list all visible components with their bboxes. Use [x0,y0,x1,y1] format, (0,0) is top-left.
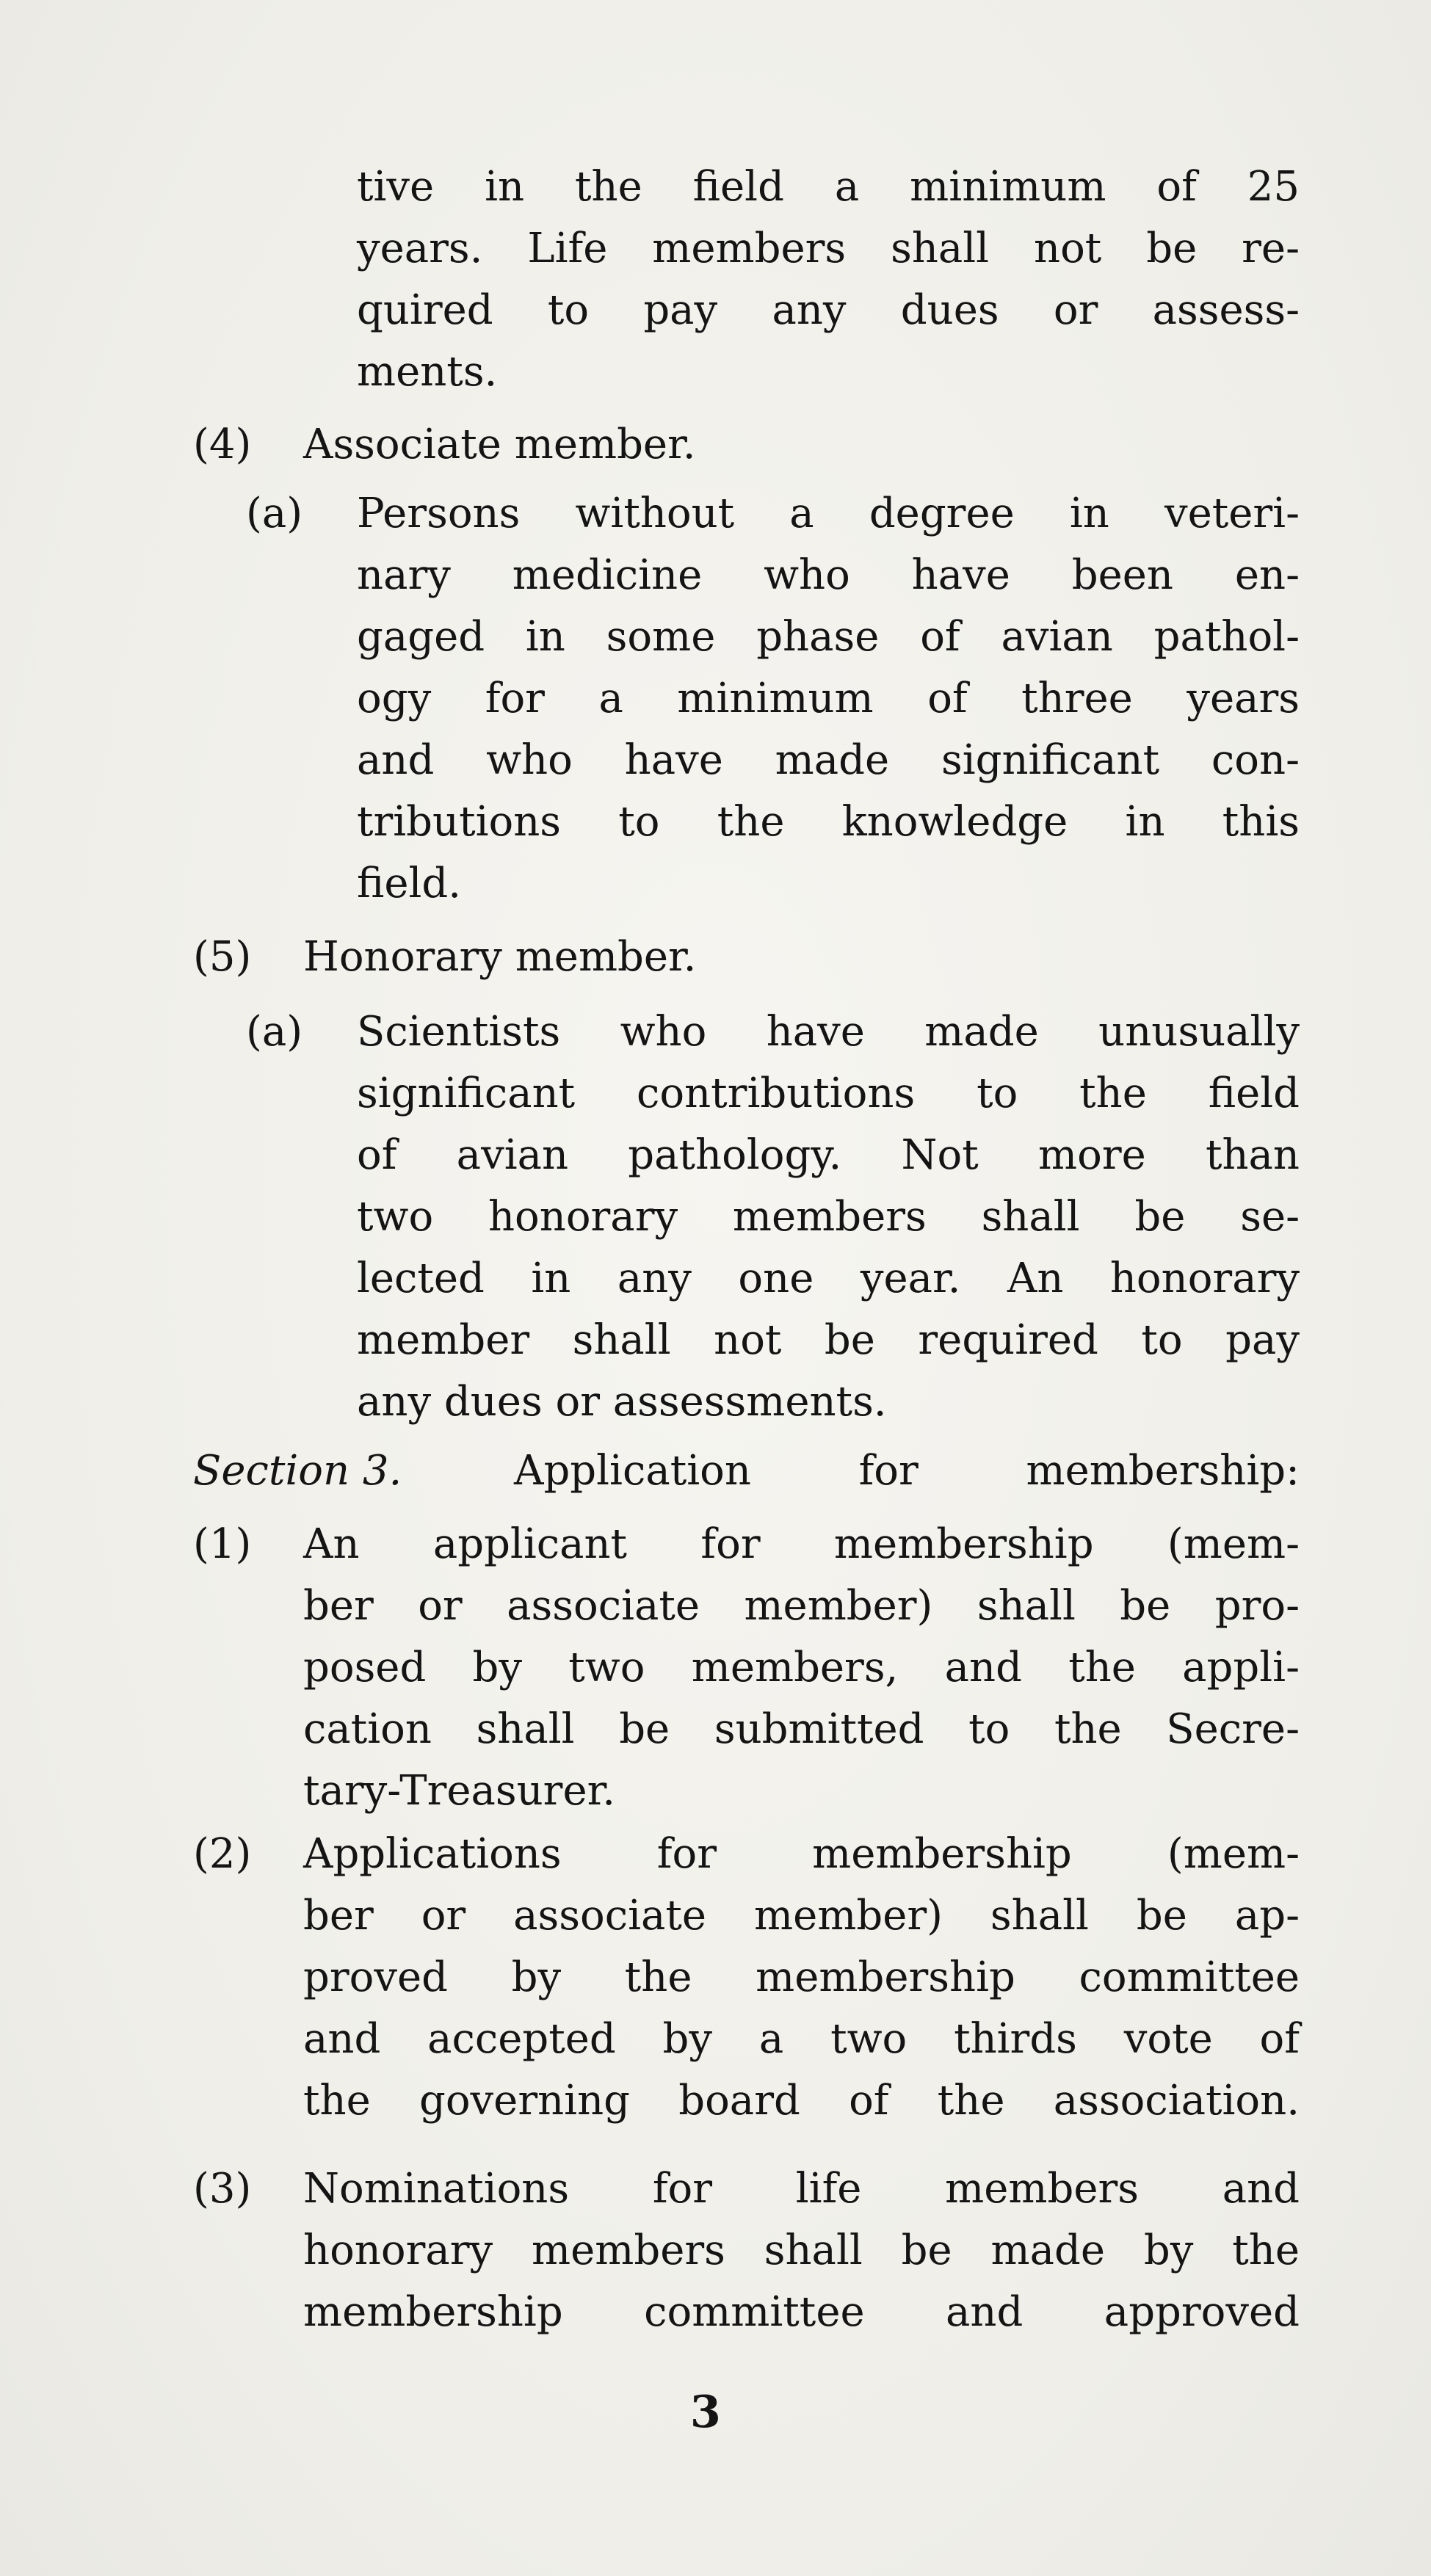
text-line: gaged in some phase of avian pathol- [357,613,1300,661]
text-line: posed by two members, and the appli- [303,1644,1300,1691]
text-line: honorary members shall be made by the [303,2227,1300,2274]
text-line: proved by the membership committee [303,1953,1300,2001]
text-line: ogy for a minimum of three years [357,675,1300,722]
text-line: membership committee and approved [303,2288,1300,2336]
subitem-letter: (a) [246,1008,303,1056]
text-line: cation shall be submitted to the Secre- [303,1705,1300,1753]
text-line: and who have made significant con- [357,736,1300,784]
text-line: tary-Treasurer. [303,1767,616,1815]
text-line: Applications for membership (mem- [303,1830,1300,1878]
text-line: the governing board of the association. [303,2077,1300,2125]
text-line: quired to pay any dues or assess- [357,286,1300,334]
text-line: Associate member. [303,421,696,468]
text-line: ber or associate member) shall be pro- [303,1582,1300,1630]
text-line: ments. [357,348,498,396]
text-line: lected in any one year. An honorary [357,1255,1300,1302]
text-line: any dues or assessments. [357,1378,887,1426]
text-line: and accepted by a two thirds vote of [303,2015,1300,2063]
text-line: An applicant for membership (mem- [303,1520,1300,1568]
text-line: Scientists who have made unusually [357,1008,1300,1056]
item-number: (5) [193,933,252,981]
text-line: field. [357,860,462,907]
section-title: Application for membership: [514,1447,1300,1495]
section-label: Section 3. [193,1447,402,1495]
text-line: Persons without a degree in veteri- [357,490,1300,537]
item-number: (3) [193,2165,252,2213]
text-line: Honorary member. [303,933,697,981]
text-line: ber or associate member) shall be ap- [303,1892,1300,1940]
subitem-letter: (a) [246,490,303,537]
item-number: (1) [193,1520,252,1568]
text-line: of avian pathology. Not more than [357,1131,1300,1179]
text-line: two honorary members shall be se- [357,1193,1300,1241]
text-line: tive in the field a minimum of 25 [357,163,1300,211]
text-line: nary medicine who have been en- [357,551,1300,599]
item-number: (4) [193,421,252,468]
page-number: 3 [690,2387,721,2438]
text-line: tributions to the knowledge in this [357,798,1300,846]
text-line: Nominations for life members and [303,2165,1300,2213]
text-line: significant contributions to the field [357,1070,1300,1117]
text-line: years. Life members shall not be re- [357,225,1300,272]
item-number: (2) [193,1830,252,1878]
text-line: member shall not be required to pay [357,1316,1300,1364]
